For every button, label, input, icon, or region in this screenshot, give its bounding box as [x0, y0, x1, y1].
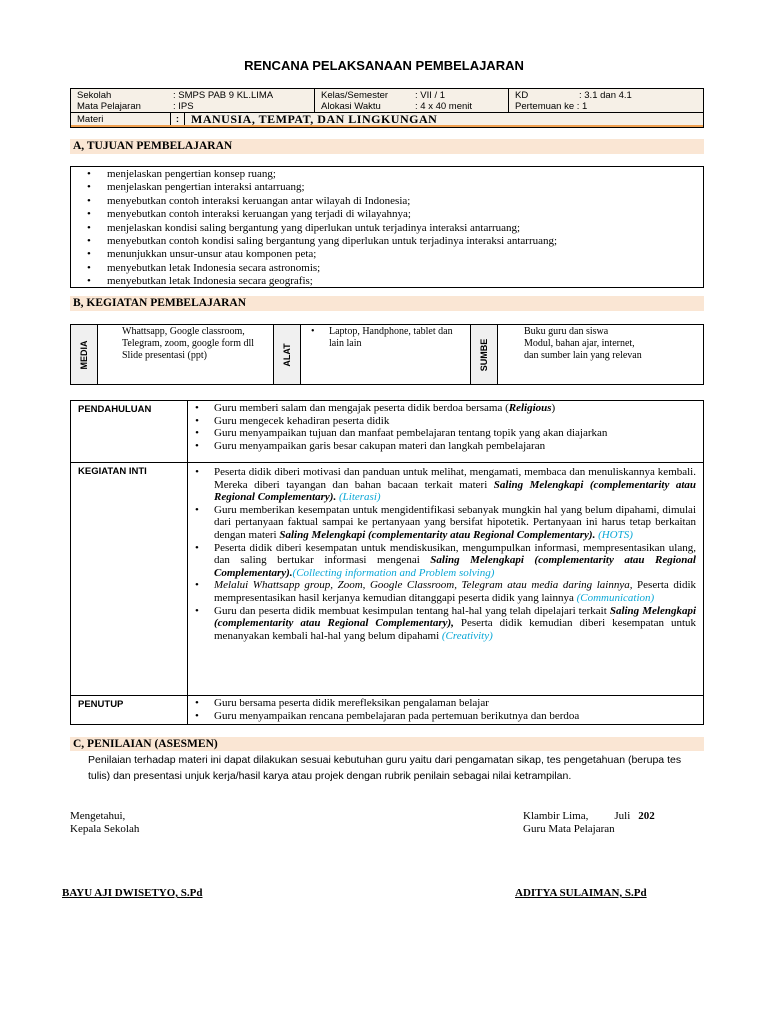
document-title: RENCANA PELAKSANAAN PEMBELAJARAN: [244, 58, 524, 73]
list-item: • Guru memberikan kesempatan untuk mengidentifikasi sebanyak mungkin hal yang belum dipahami, dimulai dari pertanyaan faktual sampai ke pertanyaan yang bersifat hipotetik. Pertanyaan ini harus tetap berkaitan dengan materi Saling Melengkapi (complementarity atau Regional Complementary). (HOTS): [214, 504, 696, 542]
materi-row: [71, 113, 703, 127]
media-label-cell: [71, 325, 98, 384]
tujuan-list: [70, 166, 704, 288]
sekolah-value: : SMPS PAB 9 KL.LIMA: [173, 90, 274, 101]
alat-label: ALAT: [282, 342, 292, 367]
materi-label: Materi: [71, 113, 171, 125]
sekolah-label: Sekolah: [77, 90, 112, 101]
media-line: Whattsapp, Google classroom,: [122, 326, 245, 337]
section-a-heading: A, TUJUAN PEMBELAJARAN: [70, 139, 704, 154]
pertemuan-label: Pertemuan ke : 1: [515, 101, 588, 112]
penilaian-text: Penilaian terhadap materi ini dapat dilakukan sesuai kebutuhan guru yaitu dari pengamatan sikap, tes pengetahuan (berupa tes tulis) dan presentasi unjuk kerja/hasil karya atau projek dengan rubrik penilain sebagai nilai ketrampilan.: [88, 754, 682, 782]
tujuan-item: • menjelaskan pengertian konsep ruang;: [107, 168, 703, 181]
sumber-line: Modul, bahan ajar, internet,: [524, 338, 635, 349]
tujuan-item: • menjelaskan pengertian interaksi antarruang;: [107, 181, 703, 194]
list-item: • Melalui Whattsapp group, Zoom, Google Classroom, Telegram atau media daring lainnya, Peserta didik mempresentasikan hasil kerjanya kemudian ditanggapi peserta didik yang lainnya (Communication): [214, 579, 696, 604]
lesson-info-table: [70, 88, 704, 128]
section-b-heading: B, KEGIATAN PEMBELAJARAN: [70, 296, 704, 311]
mengetahui-label: Mengetahui,: [70, 810, 126, 822]
list-item: • Guru menyampaikan rencana pembelajaran pada pertemuan berikutnya dan berdoa: [214, 710, 696, 723]
penutup-list: [188, 696, 703, 722]
tujuan-item: • menyebutkan contoh interaksi keruangan yang terjadi di wilayahnya;: [107, 208, 703, 221]
penutup-label: PENUTUP: [71, 696, 188, 724]
kelas-value: : VII / 1: [415, 90, 446, 101]
list-item: • Guru menyampaikan tujuan dan manfaat pembelajaran tentang topik yang akan diajarkan: [214, 427, 696, 440]
pendahuluan-row: [71, 401, 703, 463]
media-label: MEDIA: [79, 340, 89, 369]
kegiatan-inti-list: [188, 463, 703, 642]
media-line: Slide presentasi (ppt): [122, 350, 207, 361]
kd-label: KD: [515, 90, 529, 101]
media-cell: [98, 325, 274, 384]
list-item: • Peserta didik diberi motivasi dan panduan untuk melihat, mengamati, membaca dan menuliskannya kembali. Mereka diberi tayangan dan bahan bacaan terkait materi Saling Melengkapi (complementarity atau Regional Complementary). (Literasi): [214, 466, 696, 504]
pendahuluan-label: PENDAHULUAN: [71, 401, 188, 462]
kegiatan-inti-row: [71, 463, 703, 696]
religious-tag: Religious: [508, 402, 552, 414]
list-item: • Guru menyampaikan garis besar cakupan materi dan langkah pembelajaran: [214, 440, 696, 453]
kd-cell: [509, 89, 703, 112]
kegiatan-inti-label: KEGIATAN INTI: [71, 463, 188, 695]
sumber-cell: [498, 325, 703, 384]
year-label: 202: [638, 810, 655, 822]
section-c-heading: C, PENILAIAN (ASESMEN): [70, 737, 704, 751]
materi-value: MANUSIA, TEMPAT, DAN LINGKUNGAN: [191, 112, 438, 126]
left-signature-block: [70, 810, 139, 836]
tujuan-item: • menunjukkan unsur-unsur atau komponen peta;: [107, 248, 703, 261]
list-item: • Peserta didik diberi kesempatan untuk mendiskusikan, mengumpulkan informasi, mempresentasikan ulang, dan saling bertukar informasi mengenai Saling Melengkapi (complementarity atau Regional Complementary).(Collecting information and Problem solving): [214, 542, 696, 580]
alokasi-label: Alokasi Waktu: [321, 101, 381, 112]
sumber-label-cell: [471, 325, 498, 384]
school-cell: [71, 89, 315, 112]
right-signature-block: [523, 810, 655, 836]
tujuan-item: • menyebutkan contoh kondisi saling bergantung yang diperlukan untuk terjadinya interaksi antarruang;: [107, 235, 703, 248]
month-label: Juli: [614, 810, 631, 822]
tujuan-item: • menyebutkan letak Indonesia secara geografis;: [107, 275, 703, 288]
list-item: • Guru bersama peserta didik merefleksikan pengalaman belajar: [214, 697, 696, 710]
alat-cell: [301, 325, 471, 384]
kegiatan-table: [70, 400, 704, 725]
alat-item: • Laptop, Handphone, tablet dan lain lain: [311, 326, 466, 350]
list-item: • Guru memberi salam dan mengajak peserta didik berdoa bersama (Religious): [214, 402, 696, 415]
list-item: • Guru mengecek kehadiran peserta didik: [214, 415, 696, 428]
guru-label: Guru Mata Pelajaran: [523, 823, 615, 835]
alokasi-value: : 4 x 40 menit: [415, 101, 473, 112]
sumber-line: dan sumber lain yang relevan: [524, 350, 642, 361]
sumber-label: SUMBE: [479, 338, 489, 371]
media-line: Telegram, zoom, google form dll: [122, 338, 255, 349]
mapel-value: : IPS: [173, 101, 194, 112]
materi-colon: :: [171, 113, 185, 125]
list-item: • Guru dan peserta didik membuat kesimpulan tentang hal-hal yang telah dipelajari terkait Saling Melengkapi (complementarity atau Regional Complementary), Peserta didik kemudian diberi kesempatan untuk menanyakan kembali hal-hal yang belum dipahami (Creativity): [214, 605, 696, 643]
sumber-line: Buku guru dan siswa: [524, 326, 609, 337]
tujuan-item: • menyebutkan letak Indonesia secara astronomis;: [107, 262, 703, 275]
kd-value: : 3.1 dan 4.1: [579, 90, 632, 101]
info-row: [71, 89, 703, 113]
kepala-sekolah-label: Kepala Sekolah: [70, 823, 140, 835]
penutup-row: [71, 696, 703, 724]
teacher-name: ADITYA SULAIMAN, S.Pd: [515, 887, 647, 899]
alat-label-cell: [274, 325, 301, 384]
resources-table: [70, 324, 704, 385]
place-label: Klambir Lima,: [523, 810, 589, 822]
tujuan-item: • menjelaskan kondisi saling bergantung yang diperlukan untuk terjadinya interaksi antarruang;: [107, 222, 703, 235]
class-cell: [315, 89, 509, 112]
pendahuluan-list: [188, 401, 703, 452]
kelas-label: Kelas/Semester: [321, 90, 389, 101]
tujuan-item: • menyebutkan contoh interaksi keruangan antar wilayah di Indonesia;: [107, 195, 703, 208]
principal-name: BAYU AJI DWISETYO, S.Pd: [62, 887, 203, 899]
mapel-label: Mata Pelajaran: [77, 101, 141, 112]
